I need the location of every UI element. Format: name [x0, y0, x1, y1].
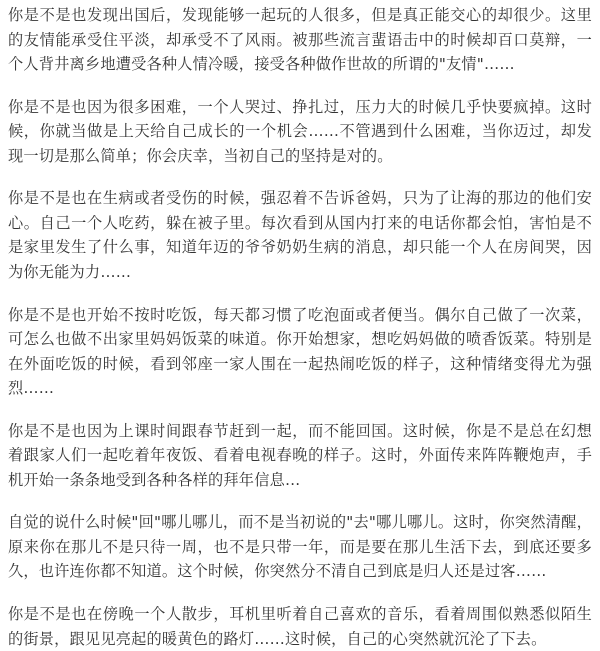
article-paragraph-1: 你是不是也发现出国后，发现能够一起玩的人很多，但是真正能交心的却很少。这里的友情能承受住平淡，却承受不了风雨。被那些流言蜚语击中的时候却百口莫辩，一个人背井离乡地遭受各种人情冷暖，接受各种做作世故的所谓的"友情"……: [8, 6, 592, 73]
article-paragraph-3: 你是不是也在生病或者受伤的时候，强忍着不告诉爸妈，只为了让海的那边的他们安心。自己一个人吃药，躲在被子里。每次看到从国内打来的电话你都会怕，害怕是不是家里发生了什么事，知道年迈的爷爷奶奶生病的消息，却只能一个人在房间哭，因为你无能为力……: [8, 189, 592, 281]
article-paragraph-4: 你是不是也开始不按时吃饭，每天都习惯了吃泡面或者便当。偶尔自己做了一次菜，可怎么也做不出家里妈妈饭菜的味道。你开始想家，想吃妈妈做的喷香饭菜。特别是在外面吃饭的时候，看到邻座一家人围在一起热闹吃饭的样子，这种情绪变得尤为强烈……: [8, 305, 592, 398]
article-paragraph-6: 自觉的说什么时候"回"哪儿哪儿，而不是当初说的"去"哪儿哪儿。这时，你突然清醒，原来你在那儿不是只待一周，也不是只带一年，而是要在那儿生活下去，到底还要多久，也许连你都不知道。这个时候，你突然分不清自己到底是归人还是过客……: [8, 513, 592, 581]
article-paragraph-2: 你是不是也因为很多困难，一个人哭过、挣扎过，压力大的时候几乎快要疯掉。这时候，你就当做是上天给自己成长的一个机会……不管遇到什么困难，当你迈过，却发现一切是那么简单；你会庆幸，当初自己的坚持是对的。: [8, 97, 592, 165]
article-paragraph-5: 你是不是也因为上课时间跟春节赶到一起，而不能回国。这时候，你是不是总在幻想着跟家人们一起吃着年夜饭、看着电视春晚的样子。这时，外面传来阵阵鞭炮声，手机开始一条条地受到各种各样的拜年信息…: [8, 421, 592, 489]
article-paragraph-7: 你是不是也在傍晚一个人散步，耳机里听着自己喜欢的音乐，看着周围似熟悉似陌生的街景，跟见见亮起的暖黄色的路灯……这时候，自己的心突然就沉沦了下去。: [8, 605, 592, 648]
